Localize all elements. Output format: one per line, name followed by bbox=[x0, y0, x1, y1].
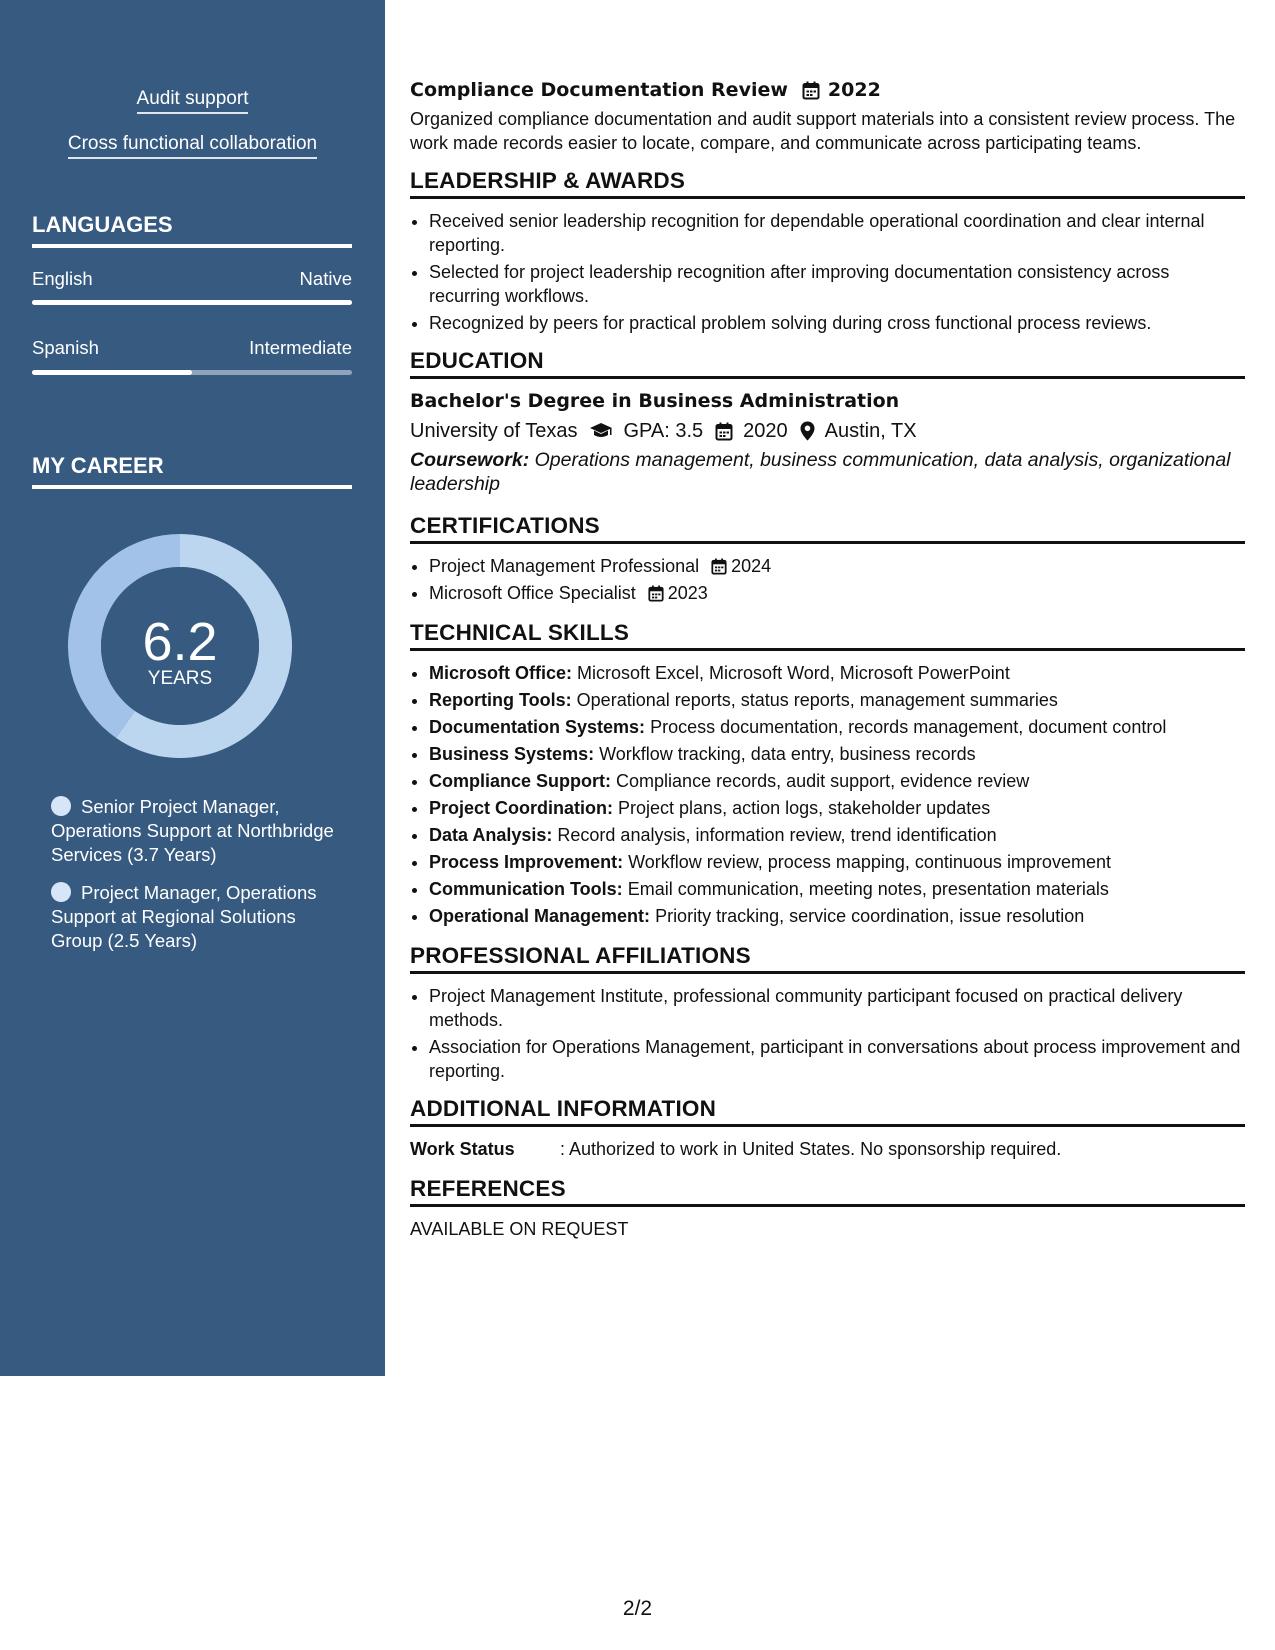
list-item: • Association for Operations Management, participant in conversations about process improvement and reporting. bbox=[429, 1035, 1245, 1083]
skill-label: Operational Management: bbox=[429, 906, 651, 926]
affiliations-list bbox=[410, 984, 1245, 1083]
language-name: Spanish bbox=[32, 337, 99, 358]
language-proficiency-bar bbox=[32, 370, 352, 375]
list-item: • Received senior leadership recognition for dependable operational coordination and clear internal reporting. bbox=[429, 209, 1245, 257]
list-item: • Selected for project leadership recognition after improving documentation consistency across recurring workflows. bbox=[429, 260, 1245, 308]
language-level: Intermediate bbox=[249, 337, 352, 358]
career-item bbox=[51, 795, 341, 867]
certification-year: 2024 bbox=[731, 556, 772, 576]
skills-list bbox=[410, 661, 1245, 928]
languages-heading: LANGUAGES bbox=[32, 212, 352, 248]
education-heading: EDUCATION bbox=[410, 349, 1245, 379]
list-item bbox=[429, 581, 1245, 605]
location-pin-icon bbox=[800, 421, 815, 441]
project-title: Compliance Documentation Review bbox=[410, 79, 788, 101]
skill-label: Documentation Systems: bbox=[429, 717, 646, 737]
skill-value: Process documentation, records management, document control bbox=[650, 717, 1167, 737]
list-item: • Recognized by peers for practical problem solving during cross functional process reviews. bbox=[429, 311, 1245, 335]
education-gpa: GPA: 3.5 bbox=[623, 420, 704, 442]
career-dot bbox=[51, 882, 71, 902]
skill-value: Record analysis, information review, trend identification bbox=[557, 825, 997, 845]
language-proficiency-bar bbox=[32, 300, 352, 305]
references-text: AVAILABLE ON REQUEST bbox=[410, 1219, 629, 1239]
education-degree: Bachelor's Degree in Business Administration bbox=[410, 390, 900, 412]
certification-name: • Project Management Professional bbox=[429, 556, 700, 576]
language-row bbox=[32, 337, 352, 359]
skill-tag-list bbox=[0, 133, 385, 159]
skill-tag: Cross functional collaboration bbox=[68, 133, 317, 159]
education-location: Austin, TX bbox=[824, 420, 917, 442]
list-item bbox=[429, 554, 1245, 578]
list-item bbox=[429, 769, 1245, 793]
skill-value: Project plans, action logs, stakeholder updates bbox=[618, 798, 991, 818]
certification-name: • Microsoft Office Specialist bbox=[429, 583, 636, 603]
sidebar bbox=[0, 0, 385, 1376]
project-year: 2022 bbox=[827, 79, 881, 101]
list-item bbox=[429, 796, 1245, 820]
calendar-icon bbox=[802, 81, 820, 100]
skill-label: Reporting Tools: bbox=[429, 690, 572, 710]
skill-tag-list bbox=[0, 88, 385, 114]
skill-label: Compliance Support: bbox=[429, 771, 612, 791]
additional-info-heading: ADDITIONAL INFORMATION bbox=[410, 1097, 1245, 1127]
skill-tag: Audit support bbox=[137, 88, 249, 114]
skill-value: Compliance records, audit support, evidence review bbox=[616, 771, 1030, 791]
language-row bbox=[32, 268, 352, 290]
work-status-row bbox=[410, 1137, 1245, 1161]
skill-value: Workflow review, process mapping, continuous improvement bbox=[628, 852, 1111, 872]
work-status-label: Work Status bbox=[410, 1139, 515, 1159]
skill-value: Microsoft Excel, Microsoft Word, Microsoft PowerPoint bbox=[577, 663, 1010, 683]
career-donut bbox=[66, 532, 294, 760]
main-content bbox=[410, 78, 1245, 1241]
project-description: Organized compliance documentation and audit support materials into a consistent review process. The work made records easier to locate, compare, and communicate across participating teams. bbox=[410, 109, 1236, 153]
language-name: English bbox=[32, 268, 93, 289]
leadership-heading: LEADERSHIP & AWARDS bbox=[410, 169, 1245, 199]
skill-label: Business Systems: bbox=[429, 744, 595, 764]
career-total-value: 6.2 bbox=[142, 612, 218, 672]
list-item bbox=[429, 904, 1245, 928]
coursework-text: Operations management, business communication, data analysis, organizational leadership bbox=[410, 449, 1231, 495]
list-item bbox=[429, 688, 1245, 712]
graduation-cap-icon bbox=[589, 422, 613, 440]
certifications-list bbox=[410, 554, 1245, 605]
skill-value: Operational reports, status reports, management summaries bbox=[576, 690, 1058, 710]
career-heading: MY CAREER bbox=[32, 453, 352, 489]
references-heading: REFERENCES bbox=[410, 1177, 1245, 1207]
skill-label: Microsoft Office: bbox=[429, 663, 573, 683]
skill-label: Communication Tools: bbox=[429, 879, 623, 899]
skills-heading: TECHNICAL SKILLS bbox=[410, 621, 1245, 651]
language-proficiency-fill bbox=[32, 300, 352, 305]
list-item bbox=[429, 823, 1245, 847]
work-status-value: : Authorized to work in United States. No sponsorship required. bbox=[560, 1139, 1062, 1159]
skill-label: Process Improvement: bbox=[429, 852, 624, 872]
skill-value: Email communication, meeting notes, presentation materials bbox=[627, 879, 1109, 899]
project-title-row bbox=[410, 78, 1245, 102]
career-dot bbox=[51, 796, 71, 816]
leadership-list bbox=[410, 209, 1245, 335]
language-level: Native bbox=[299, 268, 352, 289]
career-item bbox=[51, 881, 341, 953]
list-item bbox=[429, 715, 1245, 739]
education-coursework bbox=[410, 448, 1245, 496]
list-item bbox=[429, 877, 1245, 901]
education-year: 2020 bbox=[743, 420, 788, 442]
career-donut-chart bbox=[66, 532, 294, 760]
certifications-heading: CERTIFICATIONS bbox=[410, 514, 1245, 544]
career-item-text: Senior Project Manager, Operations Support at Northbridge Services (3.7 Years) bbox=[51, 796, 334, 865]
education-school: University of Texas bbox=[410, 420, 578, 442]
list-item bbox=[429, 850, 1245, 874]
affiliations-heading: PROFESSIONAL AFFILIATIONS bbox=[410, 944, 1245, 974]
skill-value: Priority tracking, service coordination, issue resolution bbox=[655, 906, 1085, 926]
skill-value: Workflow tracking, data entry, business records bbox=[599, 744, 976, 764]
language-proficiency-fill bbox=[32, 370, 192, 375]
career-total-unit: YEARS bbox=[147, 668, 213, 689]
page-number: 2/2 bbox=[622, 1597, 653, 1620]
career-item-text: Project Manager, Operations Support at Regional Solutions Group (2.5 Years) bbox=[51, 882, 317, 951]
calendar-icon bbox=[715, 422, 733, 441]
list-item: • Project Management Institute, professional community participant focused on practical delivery methods. bbox=[429, 984, 1245, 1032]
list-item bbox=[429, 742, 1245, 766]
list-item bbox=[429, 661, 1245, 685]
calendar-icon bbox=[648, 585, 664, 602]
calendar-icon bbox=[711, 558, 727, 575]
skill-label: Project Coordination: bbox=[429, 798, 613, 818]
education-meta bbox=[410, 419, 1245, 443]
skill-label: Data Analysis: bbox=[429, 825, 553, 845]
certification-year: 2023 bbox=[667, 583, 708, 603]
coursework-label: Coursework: bbox=[410, 449, 530, 471]
